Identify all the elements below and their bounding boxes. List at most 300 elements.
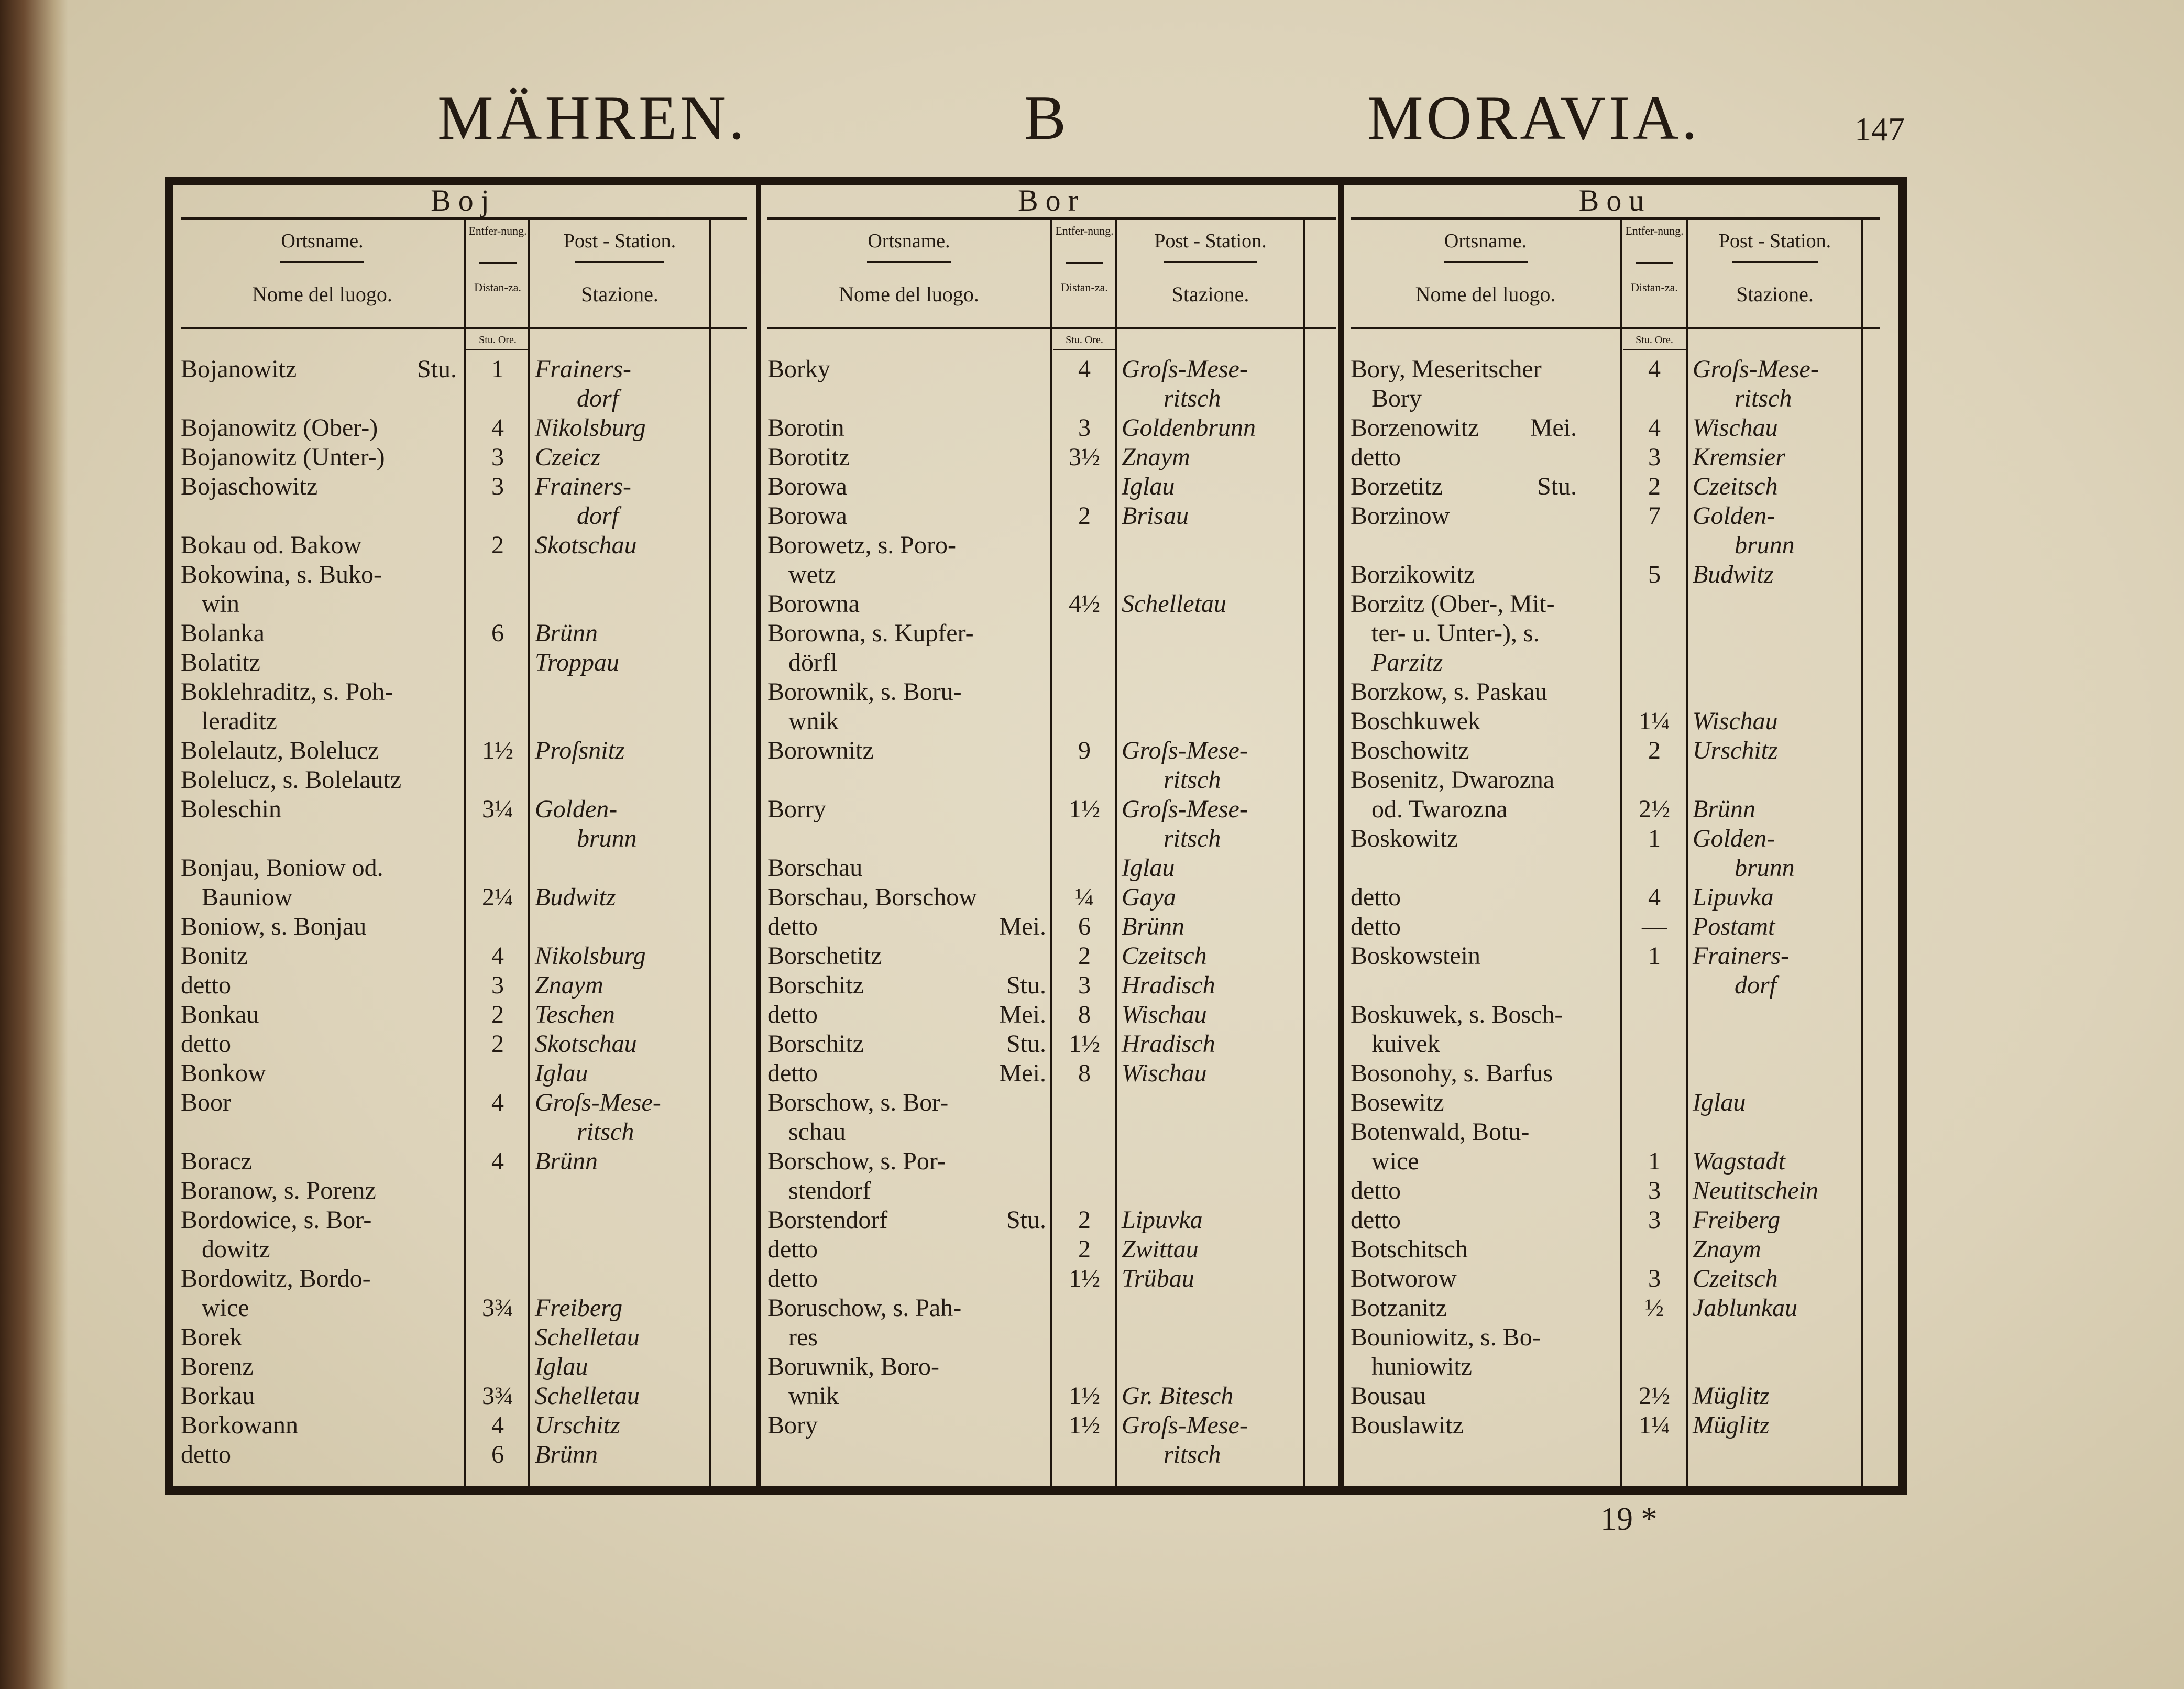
- list-item: [767, 941, 1336, 971]
- place-name-line: wice: [202, 1294, 249, 1322]
- distance-value: 9: [1078, 737, 1091, 764]
- list-item: [1351, 1293, 1880, 1323]
- place-name: [767, 795, 1050, 824]
- label-name-it: Nome del luogo.: [839, 282, 979, 306]
- place-name-line: Bolelucz, s. Bolelautz: [181, 766, 402, 794]
- place-name-line: Borowetz, s. Poro-: [767, 531, 956, 559]
- place-name-line: Bonjau, Boniow od.: [181, 854, 383, 882]
- place-name: [1351, 472, 1620, 501]
- distance-value: 3½: [1069, 443, 1100, 471]
- place-name-line: Bonkau: [181, 1001, 259, 1028]
- post-station-line: ritsch: [1164, 766, 1221, 794]
- place-name: [767, 355, 1050, 384]
- distance-value: 4½: [1069, 590, 1100, 618]
- list-item: [1351, 707, 1880, 736]
- list-item: [181, 1176, 747, 1205]
- list-item: [1351, 677, 1880, 707]
- list-item: [767, 1264, 1336, 1293]
- list-item: [181, 1264, 747, 1323]
- place-name-line: Borotitz: [767, 443, 850, 471]
- place-name-line: Bolatitz: [181, 649, 260, 676]
- place-name: [1351, 1381, 1620, 1411]
- post-station: [1122, 413, 1302, 443]
- header-underline: [1636, 262, 1673, 264]
- place-name-line: od. Twarozna: [1371, 795, 1508, 823]
- list-item: [1351, 413, 1880, 443]
- page-number: 147: [1854, 111, 1905, 148]
- distance-value: 1: [491, 355, 504, 383]
- place-name-line: Bonitz: [181, 942, 248, 970]
- book-spine: [0, 0, 68, 1689]
- place-name-line: huniowitz: [1371, 1353, 1472, 1380]
- distance-value: 2¼: [482, 883, 513, 911]
- header-post-cell: [531, 219, 709, 326]
- post-station-line: Frainers-: [535, 473, 631, 500]
- list-item: [767, 736, 1336, 795]
- place-name-line: detto: [181, 1030, 231, 1058]
- column-title: Boj: [181, 184, 747, 220]
- place-name-line: Bouniowitz, s. Bo-: [1351, 1323, 1541, 1351]
- place-name: [1351, 707, 1620, 736]
- unit-marker: Mei.: [999, 913, 1046, 940]
- label-dist-it: Distan-za.: [1631, 281, 1678, 294]
- place-name-line: detto: [181, 971, 231, 999]
- post-station-line: Schelletau: [535, 1382, 640, 1410]
- post-station: [1693, 355, 1860, 413]
- post-station-line: Groſs-Mese-: [535, 1089, 661, 1116]
- post-station-line: Budwitz: [535, 883, 616, 911]
- list-item: [1351, 443, 1880, 472]
- post-station-line: ritsch: [1164, 1441, 1221, 1468]
- distance-value: 4: [1648, 414, 1661, 442]
- post-station-line: Brisau: [1122, 502, 1189, 530]
- distance-value: 7: [1648, 502, 1661, 530]
- distance-value: 8: [1078, 1001, 1091, 1028]
- post-station-line: Czeitsch: [1122, 942, 1207, 970]
- place-name-line: Borschau: [767, 854, 863, 882]
- post-station: [1693, 912, 1860, 941]
- place-name-line: Bokau od. Bakow: [181, 531, 362, 559]
- post-station: [1122, 501, 1302, 531]
- place-name: [1351, 501, 1620, 531]
- header-name-cell: [181, 219, 464, 326]
- post-station-line: Golden-: [535, 795, 618, 823]
- signature-mark: 19 *: [1600, 1501, 1658, 1537]
- post-station-line: brunn: [577, 825, 637, 852]
- place-name-line: Boskuwek, s. Bosch-: [1351, 1001, 1563, 1028]
- place-name: [767, 1411, 1050, 1440]
- header-post-cell: [1117, 219, 1303, 326]
- place-name-line: Boracz: [181, 1147, 252, 1175]
- place-name-line: Borkau: [181, 1382, 255, 1410]
- label-name-de: Ortsname.: [868, 230, 950, 252]
- post-station: [535, 648, 708, 677]
- place-name: [181, 472, 464, 501]
- post-station: [535, 1352, 708, 1381]
- list-item: [181, 853, 747, 912]
- distance-value: 2: [491, 1001, 504, 1028]
- place-name-line: wice: [1371, 1147, 1419, 1175]
- distance-value: ½: [1645, 1294, 1664, 1322]
- list-item: [1351, 824, 1880, 883]
- list-item: [181, 1381, 747, 1411]
- place-name: [1351, 1205, 1620, 1235]
- place-name-line: wnik: [788, 1382, 839, 1410]
- column-separator: [756, 181, 761, 1490]
- label-dist-de: Entfer-nung.: [468, 224, 527, 237]
- place-name: [1351, 1000, 1620, 1059]
- distance-value: 1½: [1069, 1265, 1100, 1292]
- unit-marker: Stu.: [416, 355, 457, 383]
- place-name: [181, 736, 464, 765]
- place-name-line: Borzitz (Ober-, Mit-: [1351, 590, 1555, 618]
- post-station: [1122, 1235, 1302, 1264]
- place-name-line: detto: [767, 1235, 818, 1263]
- place-name: [767, 531, 1050, 589]
- list-item: [1351, 355, 1880, 413]
- unit-marker: Mei.: [999, 1059, 1046, 1087]
- list-item: [181, 443, 747, 472]
- post-station: [535, 795, 708, 853]
- place-name: [181, 912, 464, 941]
- distance-value: 1¼: [1639, 1411, 1670, 1439]
- place-name: [767, 883, 1050, 912]
- post-station-line: Schelletau: [1122, 590, 1226, 618]
- place-name-line: Bojanowitz (Ober-): [181, 414, 378, 442]
- post-station-line: ritsch: [1164, 385, 1221, 412]
- place-name: [181, 1176, 464, 1205]
- place-name: [1351, 443, 1620, 472]
- header-underline: [479, 262, 517, 264]
- post-station: [535, 1293, 708, 1323]
- distance-value: 1½: [1069, 1030, 1100, 1058]
- place-name: [181, 677, 464, 736]
- list-item: [181, 531, 747, 560]
- header-name-cell: [1351, 219, 1620, 326]
- distance-value: 2½: [1639, 1382, 1670, 1410]
- post-station: [1122, 589, 1302, 619]
- distance-value: 4: [491, 942, 504, 970]
- post-station: [535, 941, 708, 971]
- place-name-line: Bolelautz, Bolelucz: [181, 737, 379, 764]
- list-item: [767, 1352, 1336, 1411]
- place-name-line: detto: [1351, 883, 1401, 911]
- post-station: [1122, 941, 1302, 971]
- distance-value: 6: [1078, 913, 1091, 940]
- post-station-line: Nikolsburg: [535, 414, 646, 442]
- place-name-line: detto: [767, 1059, 818, 1087]
- post-station-line: Czeicz: [535, 443, 601, 471]
- post-station-line: Lipuvka: [1122, 1206, 1203, 1234]
- list-item: [181, 795, 747, 853]
- list-item: [767, 971, 1336, 1000]
- list-item: [767, 589, 1336, 619]
- post-station: [535, 971, 708, 1000]
- place-name: [1351, 1264, 1620, 1293]
- column-bou: [1351, 184, 1880, 1489]
- place-name-line: kuivek: [1371, 1030, 1440, 1058]
- header-underline: [280, 261, 364, 263]
- place-name: [181, 1147, 464, 1176]
- place-name: [181, 853, 464, 912]
- place-name-line: Boklehraditz, s. Poh-: [181, 678, 393, 706]
- post-station: [1693, 1264, 1860, 1293]
- post-station-line: Znaym: [1122, 443, 1190, 471]
- place-name: [1351, 355, 1620, 413]
- list-item: [767, 443, 1336, 472]
- post-station: [1693, 1205, 1860, 1235]
- place-name-line: Bonkow: [181, 1059, 266, 1087]
- post-station: [1693, 501, 1860, 560]
- post-station-line: Gr. Bitesch: [1122, 1382, 1234, 1410]
- place-name: [767, 1088, 1050, 1147]
- place-name-line: Borzetitz: [1351, 473, 1443, 500]
- place-name: [181, 531, 464, 560]
- list-item: [181, 971, 747, 1000]
- post-station-line: Groſs-Mese-: [1122, 1411, 1248, 1439]
- list-item: [1351, 736, 1880, 765]
- place-name-line: dowitz: [202, 1235, 270, 1263]
- distance-value: 8: [1078, 1059, 1091, 1087]
- place-name-line: wnik: [788, 707, 839, 735]
- list-item: [767, 853, 1336, 883]
- list-item: [181, 560, 747, 619]
- distance-value: 3: [1648, 1265, 1661, 1292]
- post-station-line: Golden-: [1693, 825, 1775, 852]
- place-name: [1351, 413, 1620, 443]
- post-station-line: Czeitsch: [1693, 473, 1778, 500]
- list-item: [1351, 765, 1880, 824]
- post-station-line: Brünn: [1693, 795, 1755, 823]
- post-station: [1122, 795, 1302, 853]
- list-item: [767, 472, 1336, 501]
- header-left: MÄHREN.: [437, 83, 748, 152]
- place-name-line: win: [202, 590, 239, 618]
- distance-value: 2: [1078, 1235, 1091, 1263]
- place-name: [767, 1235, 1050, 1264]
- list-item: [767, 1147, 1336, 1205]
- place-name-line: Bory: [767, 1411, 818, 1439]
- distance-value: 3: [491, 443, 504, 471]
- place-name-line: Borowna: [767, 590, 860, 618]
- place-name-line: Borowa: [767, 502, 847, 530]
- list-item: [181, 1323, 747, 1352]
- list-item: [181, 912, 747, 941]
- list-item: [1351, 501, 1880, 560]
- post-station: [535, 619, 708, 648]
- label-name-it: Nome del luogo.: [252, 282, 392, 306]
- post-station: [1693, 1293, 1860, 1323]
- place-name-line: Bory: [1371, 385, 1422, 412]
- post-station: [535, 1000, 708, 1029]
- place-name-line: Bokowina, s. Buko-: [181, 561, 382, 588]
- place-name: [181, 1440, 464, 1469]
- post-station: [1122, 1411, 1302, 1469]
- unit-marker: Mei.: [1530, 414, 1577, 442]
- post-station: [535, 413, 708, 443]
- distance-value: 3: [491, 971, 504, 999]
- place-name-line: Botworow: [1351, 1265, 1457, 1292]
- list-item: [181, 648, 747, 677]
- list-item: [1351, 941, 1880, 1000]
- place-name: [767, 853, 1050, 883]
- place-name: [1351, 1059, 1620, 1088]
- place-name-line: Bolanka: [181, 619, 265, 647]
- place-name: [767, 1352, 1050, 1411]
- place-name: [767, 941, 1050, 971]
- label-post-it: Stazione.: [1171, 282, 1249, 306]
- post-station-line: Lipuvka: [1693, 883, 1774, 911]
- label-dist-de: Entfer-nung.: [1625, 224, 1684, 237]
- place-name: [181, 1352, 464, 1381]
- list-item: [181, 677, 747, 736]
- place-name-line: detto: [1351, 443, 1401, 471]
- list-item: [181, 1147, 747, 1176]
- post-station: [535, 1029, 708, 1059]
- distance-value: 2: [1078, 502, 1091, 530]
- distance-value: 4: [491, 1411, 504, 1439]
- label-post-de: Post - Station.: [563, 230, 676, 252]
- place-name: [1351, 560, 1620, 589]
- place-name-line: Bousau: [1351, 1382, 1426, 1410]
- place-name: [181, 1059, 464, 1088]
- list-item: [767, 1411, 1336, 1469]
- place-name: [767, 619, 1050, 677]
- column-header: [1351, 219, 1880, 326]
- place-name: [181, 795, 464, 824]
- place-name-line: Borzikowitz: [1351, 561, 1475, 588]
- list-item: [1351, 1000, 1880, 1059]
- post-station-line: Groſs-Mese-: [1122, 737, 1248, 764]
- post-station: [1122, 443, 1302, 472]
- list-item: [767, 1029, 1336, 1059]
- distance-value: ¼: [1075, 883, 1094, 911]
- header-distance-cell: [1623, 219, 1686, 326]
- place-name-line: Boruschow, s. Pah-: [767, 1294, 962, 1322]
- post-station: [1122, 355, 1302, 413]
- post-station: [535, 1411, 708, 1440]
- place-name: [767, 472, 1050, 501]
- post-station: [535, 883, 708, 912]
- list-item: [1351, 1264, 1880, 1293]
- post-station: [1122, 1205, 1302, 1235]
- post-station-line: Kremsier: [1693, 443, 1785, 471]
- place-name: [1351, 736, 1620, 765]
- place-name-line: Borky: [767, 355, 830, 383]
- post-station-line: Brünn: [535, 1147, 598, 1175]
- list-item: [767, 531, 1336, 589]
- post-station: [1693, 707, 1860, 736]
- post-station-line: Hradisch: [1122, 971, 1215, 999]
- place-name-line: stendorf: [788, 1177, 871, 1204]
- list-item: [767, 883, 1336, 912]
- list-item: [181, 355, 747, 413]
- place-name-line: Boleschin: [181, 795, 281, 823]
- list-item: [1351, 560, 1880, 589]
- post-station: [535, 443, 708, 472]
- place-name: [1351, 824, 1620, 853]
- list-item: [181, 1411, 747, 1440]
- post-station-line: Iglau: [1122, 854, 1175, 882]
- place-name: [767, 589, 1050, 619]
- place-name: [1351, 1088, 1620, 1117]
- place-name-line: Borschow, s. Bor-: [767, 1089, 949, 1116]
- place-name-line: Bordowitz, Bordo-: [181, 1265, 371, 1292]
- post-station: [1693, 472, 1860, 501]
- post-station: [535, 472, 708, 531]
- place-name-line: Borotin: [767, 414, 844, 442]
- place-name-line: ter- u. Unter-), s.: [1371, 619, 1540, 647]
- post-station-line: ritsch: [1164, 825, 1221, 852]
- post-station: [1693, 560, 1860, 589]
- distance-value: —: [1642, 913, 1667, 940]
- distance-value: 2: [1078, 942, 1091, 970]
- distance-value: 3: [1648, 443, 1661, 471]
- list-item: [767, 501, 1336, 531]
- list-item: [767, 1205, 1336, 1235]
- post-station: [1122, 1059, 1302, 1088]
- list-item: [1351, 472, 1880, 501]
- place-name: [1351, 1176, 1620, 1205]
- list-item: [181, 619, 747, 648]
- distance-value: 3¾: [482, 1382, 513, 1410]
- distance-value: 4: [491, 1089, 504, 1116]
- list-item: [181, 1059, 747, 1088]
- units-label: Stu. Ore.: [1623, 331, 1686, 350]
- entry-list: [181, 355, 747, 1469]
- list-item: [1351, 1205, 1880, 1235]
- place-name-line: detto: [767, 1001, 818, 1028]
- place-name-line: Borownitz: [767, 737, 874, 764]
- place-name-line: Boruwnik, Boro-: [767, 1353, 939, 1380]
- list-item: [181, 1440, 747, 1469]
- post-station-line: Wischau: [1693, 707, 1778, 735]
- place-name: [181, 1088, 464, 1117]
- post-station: [535, 736, 708, 765]
- distance-value: 6: [491, 619, 504, 647]
- place-name-line: Borschetitz: [767, 942, 882, 970]
- post-station: [1693, 1088, 1860, 1117]
- header-right: MORAVIA.: [1367, 83, 1700, 152]
- distance-value: 3¼: [482, 795, 513, 823]
- post-station-line: Goldenbrunn: [1122, 414, 1256, 442]
- distance-value: 1: [1648, 1147, 1661, 1175]
- distance-value: 2: [1648, 473, 1661, 500]
- post-station-line: Brünn: [535, 1441, 598, 1468]
- post-station-line: Znaym: [1693, 1235, 1761, 1263]
- label-dist-it: Distan-za.: [474, 281, 521, 294]
- list-item: [181, 1088, 747, 1147]
- post-station-line: Skotschau: [535, 531, 637, 559]
- post-station-line: Postamt: [1693, 913, 1775, 940]
- place-name-line: Bosonohy, s. Barfus: [1351, 1059, 1553, 1087]
- post-station: [1693, 1411, 1860, 1440]
- place-name-line: res: [788, 1323, 818, 1351]
- post-station-line: Teschen: [535, 1001, 615, 1028]
- header-underline: [1732, 261, 1818, 263]
- place-name-line: Boskowstein: [1351, 942, 1481, 970]
- post-station: [1122, 853, 1302, 883]
- distance-value: 2: [1078, 1206, 1091, 1234]
- place-name-line: Bojanowitz (Unter-): [181, 443, 385, 471]
- place-name-line: Bojaschowitz: [181, 473, 318, 500]
- list-item: [767, 619, 1336, 677]
- unit-marker: Stu.: [1006, 1206, 1046, 1234]
- post-station-line: ritsch: [577, 1118, 634, 1146]
- place-name: [767, 736, 1050, 765]
- place-name-line: Bory, Meseritscher: [1351, 355, 1542, 383]
- place-name: [767, 443, 1050, 472]
